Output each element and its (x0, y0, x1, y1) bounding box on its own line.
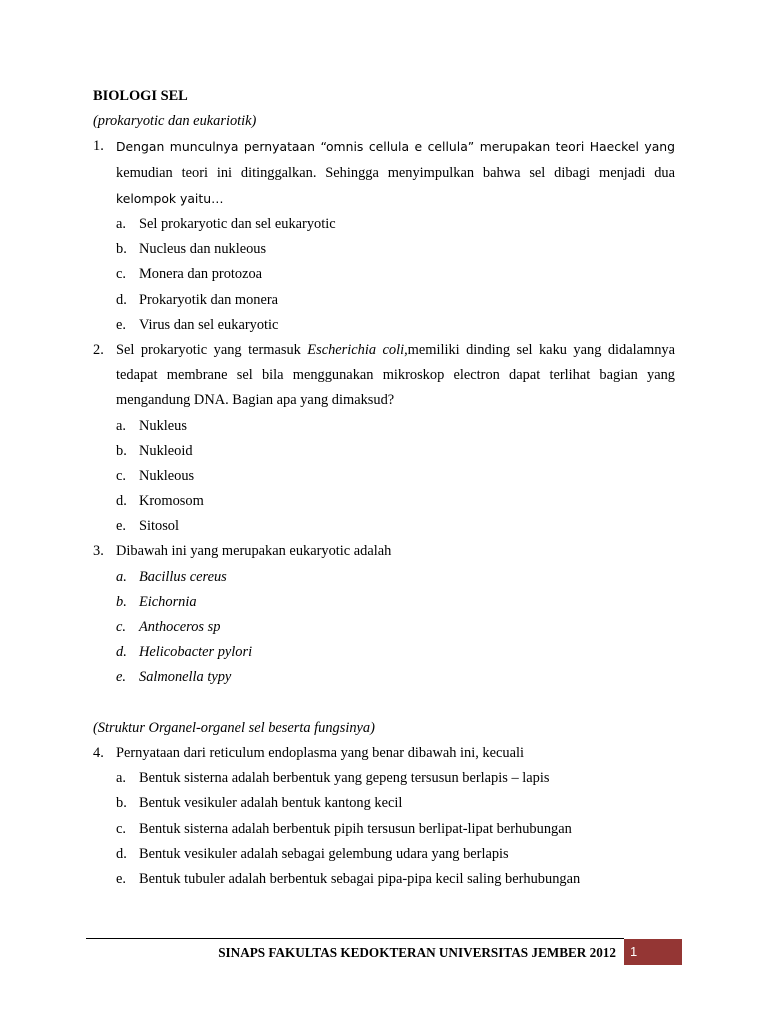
option-text: Nukleous (139, 467, 195, 484)
option-letter: a. (116, 215, 126, 232)
answer-option-d (116, 489, 675, 514)
option-text: Anthoceros sp (139, 619, 221, 636)
question-4 (93, 741, 675, 892)
question-text: Pernyataan dari reticulum endoplasma yang benar dibawah ini, kecuali (116, 744, 524, 761)
answer-option-c (116, 464, 675, 489)
option-text: Helicobacter pylori (139, 644, 253, 661)
option-text: Nukleus (139, 417, 187, 434)
option-letter: e. (116, 870, 126, 887)
question-3 (93, 539, 675, 690)
answer-option-c (116, 262, 675, 287)
option-letter: a. (116, 770, 126, 787)
question-number: 2. (93, 341, 104, 358)
question-text-lead: Sel prokaryotic yang termasuk (116, 341, 308, 358)
option-letter: b. (116, 442, 127, 459)
option-letter: e. (116, 669, 126, 686)
answer-option-e (116, 313, 675, 338)
option-letter: d. (116, 644, 127, 661)
page-number-badge: 1 (624, 939, 682, 965)
document-body (93, 84, 675, 892)
question-text (116, 134, 675, 212)
option-text: Bentuk tubuler adalah berbentuk sebagai pipa-pipa kecil saling berhubungan (139, 870, 581, 887)
section-spacer (93, 691, 675, 716)
answer-options (116, 766, 675, 892)
answer-option-b (116, 791, 675, 816)
option-letter: a. (116, 568, 127, 585)
answer-option-d (116, 640, 675, 665)
answer-option-a (116, 212, 675, 237)
question-text-rest: ,memiliki dinding sel kaku yang didalamnya tedapat membrane sel bila menggunakan mikroskop electron dapat terlihat bagian yang mengandung DNA. Bagian apa yang dimaksud? (116, 341, 675, 409)
answer-option-a (116, 766, 675, 791)
option-text: Salmonella typy (139, 669, 232, 686)
option-text: Bentuk vesikuler adalah sebagai gelembung udara yang berlapis (139, 845, 509, 862)
option-letter: e. (116, 316, 126, 333)
document-title: BIOLOGI SEL (93, 88, 188, 104)
section-subtitle-organelles: (Struktur Organel-organel sel beserta fungsinya) (93, 719, 375, 736)
option-text: Bentuk sisterna adalah berbentuk pipih tersusun berlipat-lipat berhubungan (139, 820, 572, 837)
option-letter: c. (116, 467, 126, 484)
answer-option-e (116, 867, 675, 892)
species-name: Escherichia coli (307, 341, 405, 358)
option-text: Eichornia (139, 593, 197, 610)
answer-option-d (116, 842, 675, 867)
footer-divider (86, 938, 624, 939)
answer-option-c (116, 615, 675, 640)
question-text-sans-part: Dengan munculnya pernyataan “omnis cellula e cellula” merupakan teori Haeckel yang (116, 139, 675, 155)
option-text: Monera dan protozoa (139, 266, 263, 283)
question-text-sans-tail: kelompok yaitu… (116, 190, 224, 206)
answer-option-b (116, 590, 675, 615)
option-letter: b. (116, 593, 127, 610)
option-text: Virus dan sel eukaryotic (139, 316, 279, 333)
answer-options (116, 212, 675, 338)
question-text (116, 338, 675, 414)
question-number: 1. (93, 138, 104, 155)
option-letter: c. (116, 619, 126, 636)
option-letter: c. (116, 820, 126, 837)
option-text: Nucleus dan nukleous (139, 241, 267, 258)
question-1 (93, 134, 675, 338)
answer-option-a (116, 565, 675, 590)
answer-option-e (116, 665, 675, 690)
question-number: 4. (93, 744, 104, 761)
answer-options (116, 414, 675, 540)
question-2 (93, 338, 675, 540)
option-letter: b. (116, 795, 127, 812)
footer-institution: SINAPS FAKULTAS KEDOKTERAN UNIVERSITAS JEMBER 2012 (218, 945, 616, 960)
answer-options (116, 565, 675, 691)
option-text: Bentuk vesikuler adalah bentuk kantong kecil (139, 795, 403, 812)
option-text: Nukleoid (139, 442, 193, 459)
option-letter: a. (116, 417, 126, 434)
answer-option-e (116, 514, 675, 539)
question-number: 3. (93, 543, 104, 560)
option-letter: d. (116, 845, 127, 862)
question-text-serif-part: kemudian teori ini ditinggalkan. Sehingga menyimpulkan bahwa sel dibagi menjadi dua (116, 164, 675, 181)
option-text: Bacillus cereus (139, 568, 227, 585)
option-letter: c. (116, 266, 126, 283)
section-subtitle-prokaryotic: (prokaryotic dan eukariotik) (93, 113, 257, 130)
answer-option-d (116, 288, 675, 313)
option-letter: b. (116, 241, 127, 258)
option-letter: d. (116, 493, 127, 510)
answer-option-b (116, 237, 675, 262)
option-text: Bentuk sisterna adalah berbentuk yang gepeng tersusun berlapis – lapis (139, 770, 550, 787)
answer-option-b (116, 439, 675, 464)
answer-option-a (116, 414, 675, 439)
option-text: Kromosom (139, 493, 204, 510)
question-text: Dibawah ini yang merupakan eukaryotic adalah (116, 543, 392, 560)
answer-option-c (116, 817, 675, 842)
option-letter: e. (116, 518, 126, 535)
option-text: Sitosol (139, 518, 179, 535)
option-letter: d. (116, 291, 127, 308)
option-text: Prokaryotik dan monera (139, 291, 279, 308)
option-text: Sel prokaryotic dan sel eukaryotic (139, 215, 336, 232)
